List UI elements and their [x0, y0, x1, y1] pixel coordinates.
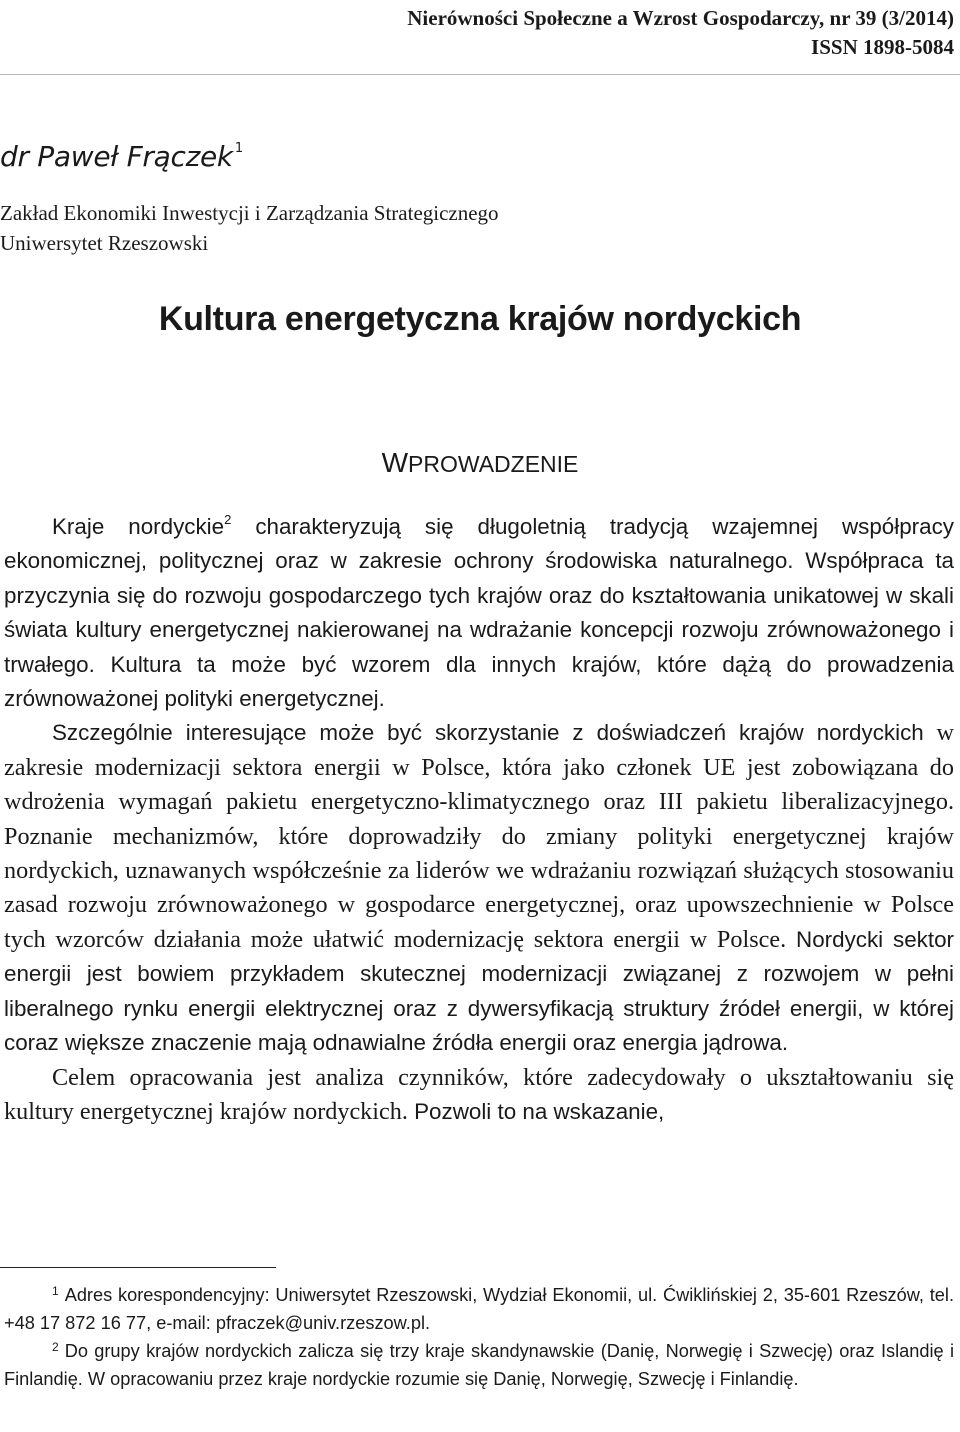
paragraph-3-end: Pozwoli to na wskazanie, [407, 1098, 665, 1124]
body-text [4, 510, 954, 1129]
paragraph-3-serif: Celem opracowania jest analiza czynników, które zadecydowały o ukształtowaniu się kultury energetycznej krajów nordyckich. [4, 1063, 954, 1125]
section-heading-initial: W [381, 447, 409, 478]
section-heading [0, 447, 960, 479]
paragraph-1 [4, 510, 954, 716]
footnote-2 [4, 1337, 954, 1393]
footnote-1 [4, 1281, 954, 1337]
affiliation-university: Uniwersytet Rzeszowski [0, 231, 209, 255]
header-divider [0, 74, 960, 75]
paragraph-2-serif: w zakresie modernizacji sektora energii w Polsce, która jako członek UE jest zobowiązana do wdrożenia wymagań pakietu energetyczno-klimatycznego oraz III pakietu liberalizacyjnego. Poznanie mechanizmów, które doprowadziły do zmiany polityki energetycznej krajów nordyckich, uznawanych współcześnie za liderów we wdrażaniu rozwiązań służących stosowaniu zasad rozwoju zrównoważonego w gospodarce energetycznej, oraz upowszechnienie w Polsce tych wzorców działania może ułatwić modernizację sektora energii w Polsce. [4, 719, 954, 953]
journal-title: Nierówności Społeczne a Wzrost Gospodarczy, nr 39 (3/2014) [407, 6, 954, 30]
paragraph-2 [4, 716, 954, 1060]
paragraph-1-text: charakteryzują się długoletnią tradycją wzajemnej współpracy ekonomicznej, politycznej oraz w zakresie ochrony środowiska naturalnego. Współpraca ta przyczynia się do rozwoju gospodarczego tych krajów oraz do kształtowania unikatowej w skali świata kultury energetycznej nakierowanej na wdrażanie koncepcji rozwoju zrównoważonego i trwałego. Kultura ta może być wzorem dla innych krajów, które dążą do prowadzenia zrównoważonej polityki energetycznej. [4, 514, 954, 712]
paragraph-2-start: Szczególnie interesujące może być skorzystanie z doświadczeń krajów nordyckich [52, 720, 924, 746]
affiliation [0, 198, 499, 258]
footnotes [4, 1281, 954, 1393]
section-heading-rest: PROWADZENIE [408, 451, 579, 477]
footnote-1-text: Adres korespondencyjny: Uniwersytet Rzeszowski, Wydział Ekonomii, ul. Ćwiklińskiej 2, 35-601 Rzeszów, tel. +48 17 872 16 77, e-mail: pfraczek@univ.rzeszow.pl. [4, 1285, 954, 1333]
author-line [0, 140, 243, 173]
paragraph-2-end: Nordycki sektor energii jest bowiem przykładem skutecznej modernizacji związanej z rozwojem w pełni liberalnego rynku energii elektrycznej oraz z dywersyfikacją struktury źródeł energii, w której coraz większe znaczenie mają odnawialne źródła energii oraz energia jądrowa. [4, 926, 954, 1056]
paragraph-3 [4, 1061, 954, 1130]
author-footnote-ref: 1 [234, 141, 243, 156]
affiliation-department: Zakład Ekonomiki Inwestycji i Zarządzania Strategicznego [0, 201, 499, 225]
running-head [407, 4, 954, 62]
footnote-divider [0, 1267, 276, 1268]
paper-title: Kultura energetyczna krajów nordyckich [158, 300, 802, 338]
paragraph-1-start: Kraje nordyckie [52, 514, 225, 539]
footnote-ref-2: 2 [224, 512, 232, 527]
footnote-1-number: 1 [52, 1284, 59, 1298]
footnote-2-text: Do grupy krajów nordyckich zalicza się trzy kraje skandynawskie (Danię, Norwegię i Szwecję) oraz Islandię i Finlandię. W opracowaniu przez kraje nordyckie rozumie się Danię, Norwegię, Szwecję i Finlandię. [4, 1341, 954, 1389]
footnote-2-number: 2 [52, 1340, 59, 1354]
issn: ISSN 1898-5084 [811, 35, 954, 59]
author-name: dr Paweł Frączek [0, 140, 233, 173]
